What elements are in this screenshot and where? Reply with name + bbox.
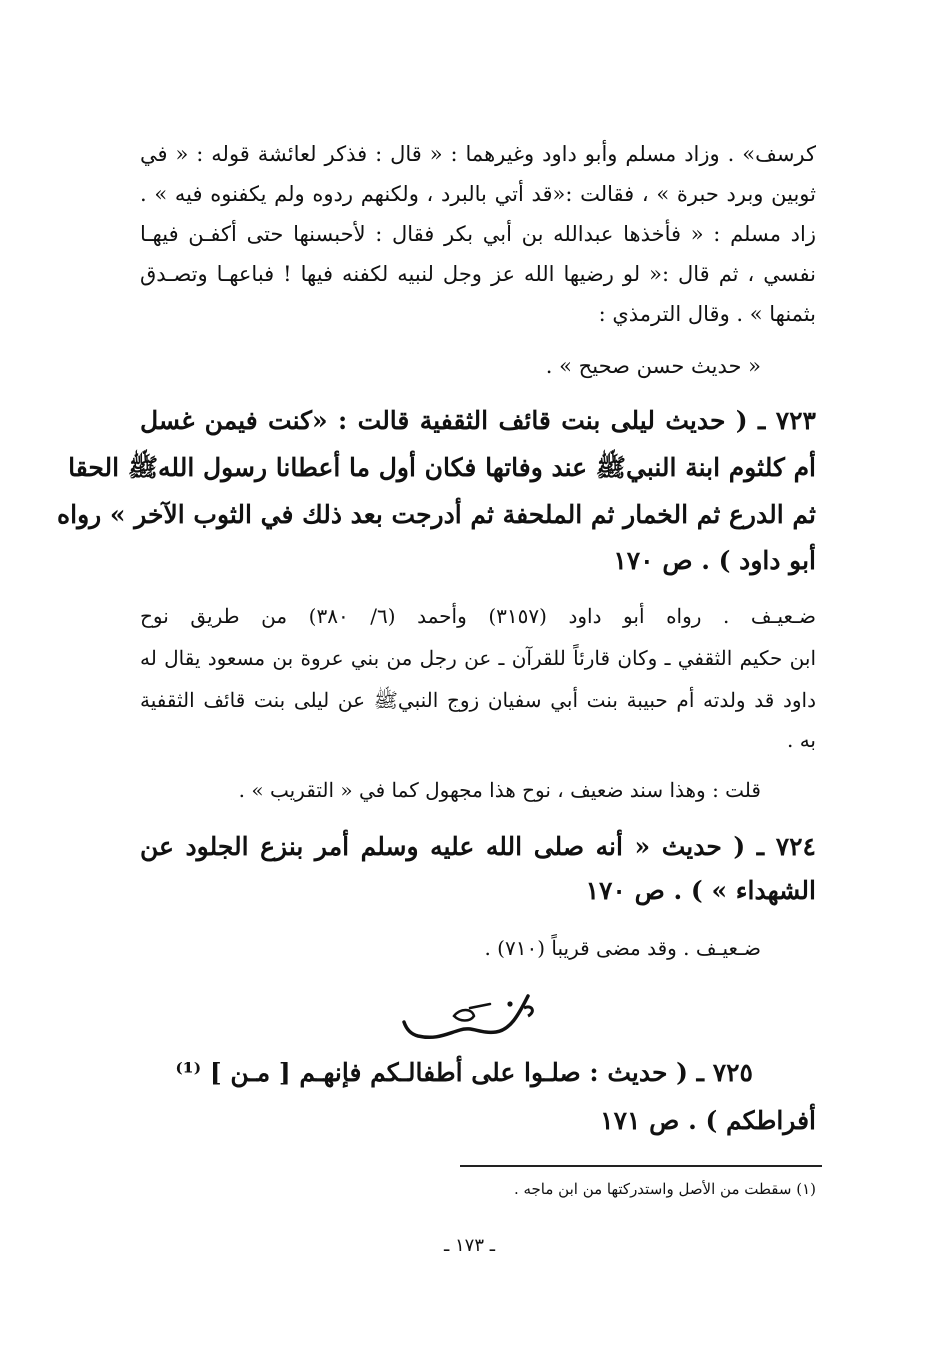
commentary-723-line-4: به . <box>786 728 816 752</box>
hadith-725-line-2: أفراطكم ) . ص ١٧١ <box>600 1106 816 1135</box>
fasl-calligraphy-icon <box>400 986 540 1046</box>
intro-line-4: نفسي ، ثم قال :« لو رضيها الله عز وجل لنبيه لكفنه فيها ! فباعهـا وتصـدق <box>140 262 816 286</box>
section-heading-fasl <box>400 986 540 1046</box>
hadith-723-line-3: ثم الدرع ثم الخمار ثم الملحفة ثم أدرجت بعد ذلك في الثوب الآخر » رواه <box>57 500 816 529</box>
hadith-724-commentary: ضـعيـف . وقد مضى قريباً (٧١٠) . <box>484 936 761 960</box>
hadith-725-line-1: ٧٢٥ ـ ( حديث : صلـوا على أطفالـكم فإنهـم [ مـن ] ⁽¹⁾ <box>175 1058 753 1087</box>
commentary-723-line-2: ابن حكيم الثقفي ـ وكان قارئاً للقرآن ـ عن رجل من بني عروة بن مسعود يقال له <box>140 646 816 670</box>
footnote-divider <box>460 1165 822 1167</box>
hadith-724-line-2: الشهداء » ) . ص ١٧٠ <box>585 876 816 905</box>
intro-line-3: زاد مسلم : « فأخذها عبدالله بن أبي بكر فقال : لأحبسنها حتى أكفـن فيهـا <box>140 222 816 246</box>
hadith-724-line-1: ٧٢٤ ـ ( حديث « أنه صلى الله عليه وسلم أمر بنزع الجلود عن <box>140 832 816 861</box>
intro-line-2: ثوبين وبرد حبرة » ، فقالت :«قد أتي بالبرد ، ولكنهم ردوه ولم يكفنوه فيه » . <box>140 182 816 206</box>
footnote: (١) سقطت من الأصل واستدركتها من ابن ماجه . <box>513 1180 816 1198</box>
hadith-723-line-4: أبو داود ) . ص ١٧٠ <box>613 546 816 575</box>
commentary-723-line-1: ضـعيـف . رواه أبو داود (٣١٥٧) وأحمد (٦/ ٣٨٠) من طريق نوح <box>140 604 816 628</box>
commentary-723-note: قلت : وهذا سند ضعيف ، نوح هذا مجهول كما في « التقريب » . <box>238 778 761 802</box>
page-number: ـ ١٧٣ ـ <box>443 1235 495 1256</box>
hadith-723-line-2: أم كلثوم ابنة النبيﷺ عند وفاتها فكان أول ما أعطانا رسول اللهﷺ الحقا <box>68 453 816 482</box>
commentary-723-line-3: داود قد ولدته أم حبيبة بنت أبي سفيان زوج النبيﷺ عن ليلى بنت قائف الثقفية <box>140 688 816 712</box>
hadith-723-line-1: ٧٢٣ ـ ( حديث ليلى بنت قائف الثقفية قالت : «كنت فيمن غسل <box>140 406 816 435</box>
intro-line-1: كرسف» . وزاد مسلم وأبو داود وغيرهما : « قال : فذكر لعائشة قوله : « في <box>140 142 816 166</box>
intro-line-5: بثمنها » . وقال الترمذي : <box>598 302 816 326</box>
intro-quote: « حديث حسن صحيح » . <box>545 354 761 378</box>
